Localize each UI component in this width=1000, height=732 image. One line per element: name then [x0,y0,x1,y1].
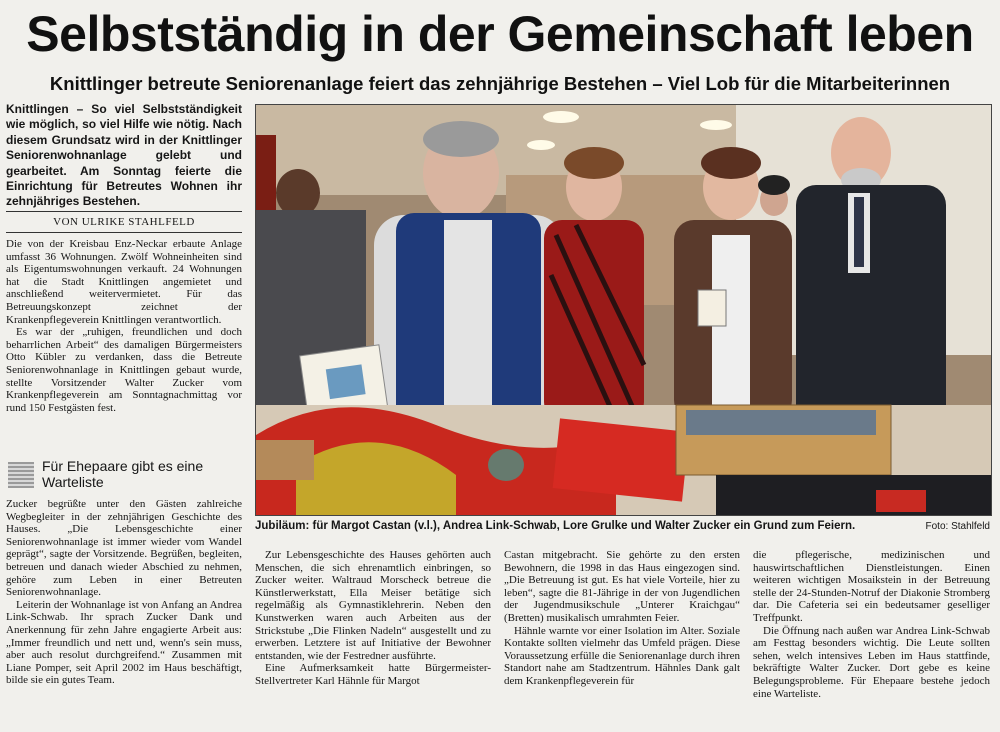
paragraph: Es war der „ruhigen, freundlichen und doch beharrlichen Arbeit“ des damaligen Bürgermeisters Otto Kübler zu verdanken, dass die Betreute Seniorenwohnanlage in Knittlingen gebaut wurde, stellte Vorsitzender Walter Zucker vom Krankenpflegeverein am Sonntagnachmittag vor rund 150 Festgästen fest. [6,326,242,414]
byline: VON ULRIKE STAHLFELD [53,216,195,228]
column-3 [504,549,740,688]
paragraph: Zur Lebensgeschichte des Hauses gehörten auch Menschen, die sich ehrenamtlich einbringen, so Zucker weiter. Waltraud Morscheck betreue die Künstlerwerkstatt, Ella Meiser betätige sich regelmäßig als Gymnastiklehrerin. Neben den Kunstwerken waren auch Arbeiten aus der Strickstube „Die Flinken Nadeln“ ausgestellt und zu erwerben. Letztere ist auf Initiative der Bewohner entstanden, wie der Festredner ausführte. [255,549,491,662]
photo-credit: Foto: Stahlfeld [925,521,990,532]
paragraph: die pflegerische, medizinischen und hauswirtschaftlichen Dienstleistungen. Einen weiteren wichtigen Mosaikstein in der Betreuung stelle der 24-Stunden-Notruf der Diakonie Stromberg dar. Die Cafeteria sei ein bedeutsamer geselliger Treffpunkt. [753,549,990,624]
caption-text: Jubiläum: für Margot Castan (v.l.), Andrea Link-Schwab, Lore Grulke und Walter Zucker ein Grund zum Feiern. [255,520,856,532]
paragraph: Die von der Kreisbau Enz-Neckar erbaute Anlage umfasst 36 Wohnungen. Zwölf Wohneinheiten sind als Eigentumswohnungen verkauft. 24 Wohnungen hat die Stadt Knittlingen angemietet und anschließend weitervermietet. Für das Betreuungskonzept zeichnet der Krankenpflegeverein Knittlingen verantwortlich. [6,238,242,326]
column-1-bottom [6,498,242,687]
photo-caption [255,519,990,534]
intertitle-text: Für Ehepaare gibt es eine Warteliste [42,458,204,490]
column-1-top [6,238,242,414]
column-2 [255,549,491,688]
lead-paragraph: Knittlingen – So viel Selbstständigkeit wie möglich, so viel Hilfe wie nötig. Nach diesem Grundsatz wird in der Knittlinger Seniorenwohnanlage gelebt und gearbeitet. Am Sonntag feierte die Einrichtung für Betreutes Wohnen ihr zehnjähriges Bestehen. [6,102,242,209]
paragraph: Castan mitgebracht. Sie gehörte zu den ersten Bewohnern, die 1998 in das Haus eingezogen sind. „Die Betreuung ist gut. Es hat viele Vorteile, hier zu leben“, sagte die 81-Jährige in der von Jugendlichen der Jugendmusikschule „Unterer Kraichgau“ (Bretten) musikalisch umrahmten Feier. [504,549,740,624]
headline: Selbstständig in der Gemeinschaft leben [26,6,974,62]
paragraph: Leiterin der Wohnanlage ist von Anfang an Andrea Link-Schwab. Ihr sprach Zucker Dank und Anerkennung für zehn Jahre engagierte Arbeit aus: „Immer freundlich und nett und, wenn's sein muss, aber auch resolut durchgreifend.“ Zusammen mit Liane Pomper, seit April 2002 im Haus beschäftigt, bilde sie ein gutes Team. [6,598,242,687]
paragraph: Hähnle warnte vor einer Isolation im Alter. Soziale Kontakte sollten vielmehr das Umfeld prägen. Diese Voraussetzung erfülle die Seniorenanlage durch ihren Standort nahe am Stadtzentrum. Hähnles Dank galt dem Krankenpflegeverein für [504,624,740,687]
intertitle [6,458,242,492]
paragraph: Zucker begrüßte unter den Gästen zahlreiche Wegbegleiter in der zehnjährigen Geschichte des Hauses. „Die Lebensgeschichte einer Seniorenwohnanlage ist immer wieder vom Wandel geprägt“, sagte der Vorsitzende. Begrüßen, begleiten, betreuen und danach wieder Abschied zu nehmen, gehöre zum Leben in einer Betreuten Seniorenwohnanlage. [6,498,242,599]
subheadline: Knittlinger betreute Seniorenanlage feiert das zehnjährige Bestehen – Viel Lob für die Mitarbeiterinnen [49,73,951,94]
byline-rule-top [6,211,242,212]
intertitle-marker [8,462,34,488]
column-4 [753,549,990,700]
article-photo [255,104,992,516]
paragraph: Die Öffnung nach außen war Andrea Link-Schwab am Festtag besonders wichtig. Die Leute sollten sehen, welch intensives Leben im Haus stattfinde, bekräftigte Walter Zucker. Dort gebe es keine Belegungsprobleme. Für Ehepaare bestehe jedoch eine Warteliste. [753,624,990,700]
byline-rule-bottom [6,232,242,233]
paragraph: Eine Aufmerksamkeit hatte Bürgermeister-Stellvertreter Karl Hähnle für Margot [255,662,491,687]
photo-illustration [256,105,991,515]
